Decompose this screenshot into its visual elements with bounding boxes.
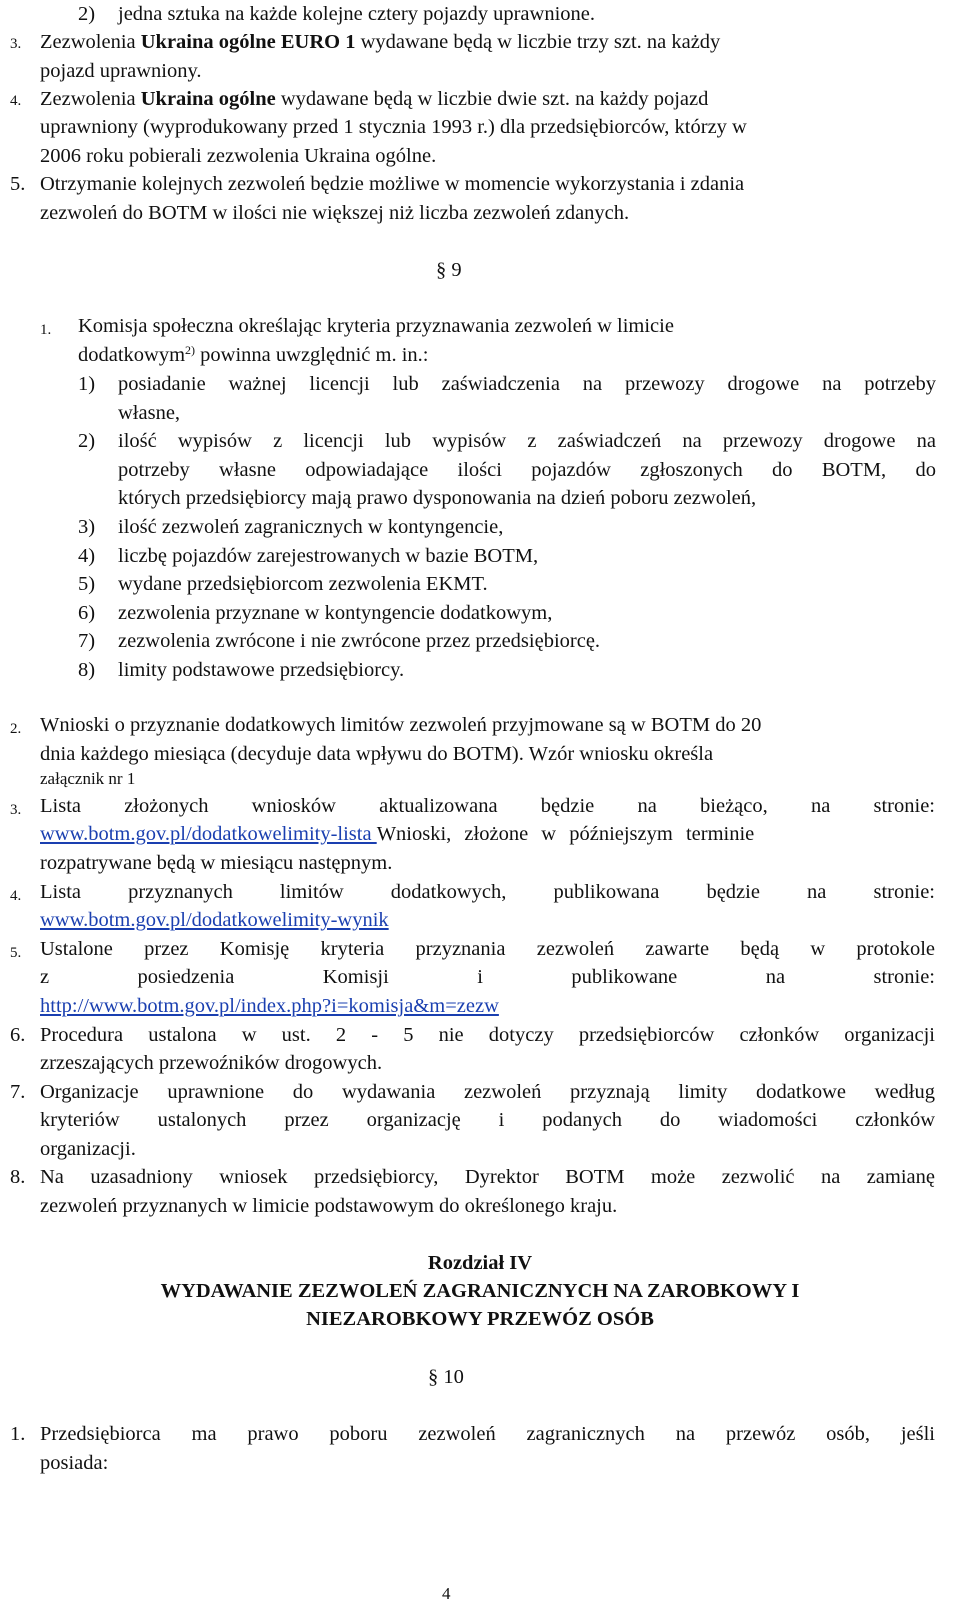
paragraph-line: zezwoleń do BOTM w ilości nie większej niż liczba zezwoleń zdanych. [40, 202, 630, 224]
list-number: 3) [78, 516, 96, 538]
list-item-text: jedna sztuka na każde kolejne cztery pojazdy uprawnione. [118, 3, 595, 25]
paragraph-line: Zezwolenia Ukraina ogólne EURO 1 wydawane będą w liczbie trzy szt. na każdy [40, 31, 721, 53]
paragraph-line: z posiedzenia Komisji i publikowane na stronie: [40, 966, 935, 988]
paragraph-line: Ustalone przez Komisję kryteria przyznania zezwoleń zawarte będą w protokole [40, 938, 935, 960]
chapter-title: Rozdział IV [427, 1252, 533, 1274]
bold-term: Ukraina ogólne EURO 1 [140, 31, 356, 53]
paragraph-number: 1. [10, 1423, 26, 1445]
paragraph-line: organizacji. [40, 1138, 136, 1160]
list-number: 8) [78, 659, 96, 681]
paragraph-line: dodatkowym$^{2)}$ powinna uwzględnić m. in.: [78, 343, 429, 366]
paragraph-line: załącznik nr 1 [40, 769, 136, 788]
link-wynik[interactable]: www.botm.gov.pl/dodatkowelimity-wynik [40, 909, 389, 931]
section-heading: § 9 [436, 259, 462, 281]
paragraph-line: Lista przyznanych limitów dodatkowych, publikowana będzie na stronie: [40, 881, 935, 903]
list-item-text: limity podstawowe przedsiębiorcy. [118, 659, 405, 681]
paragraph-line: uprawniony (wyprodukowany przed 1 stycznia 1993 r.) dla przedsiębiorców, którzy w [40, 116, 747, 138]
list-item-text: ilość zezwoleń zagranicznych w kontyngencie, [118, 516, 504, 538]
paragraph-number: 5. [10, 173, 26, 195]
paragraph-number: 3. [10, 802, 22, 818]
paragraph-line: posiada: [40, 1452, 109, 1474]
paragraph-number: 4. [10, 93, 22, 109]
page-number: 4 [442, 1584, 451, 1603]
chapter-subtitle: WYDAWANIE ZEZWOLEŃ ZAGRANICZNYCH NA ZAROBKOWY I [160, 1280, 800, 1302]
paragraph-line: Organizacje uprawnione do wydawania zezwoleń przyznają limity dodatkowe według [40, 1081, 935, 1103]
paragraph-number: 2. [10, 721, 22, 737]
footnote-marker: 2) [185, 343, 196, 357]
list-item-text: wydane przedsiębiorcom zezwolenia EKMT. [118, 573, 488, 596]
paragraph-line: Zezwolenia Ukraina ogólne wydawane będą w liczbie dwie szt. na każdy pojazd [40, 88, 709, 110]
list-number: 5) [78, 573, 96, 596]
paragraph-number: 1. [40, 322, 52, 338]
link-komisja[interactable]: http://www.botm.gov.pl/index.php?i=komisja&m=zezw [40, 995, 499, 1017]
paragraph-number: 7. [10, 1081, 26, 1103]
list-number: 2) [78, 430, 96, 453]
paragraph-line: Na uzasadniony wniosek przedsiębiorcy, Dyrektor BOTM może zezwolić na zamianę [40, 1166, 935, 1188]
list-number: 4) [78, 544, 96, 567]
list-item-text: potrzeby własne odpowiadające ilości pojazdów zgłoszonych do BOTM, do [118, 458, 936, 481]
section-heading: § 10 [428, 1366, 464, 1388]
paragraph-line: rozpatrywane będą w miesiącu następnym. [40, 852, 393, 874]
paragraph-line: 2006 roku pobierali zezwolenia Ukraina ogólne. [40, 145, 437, 167]
list-item-text: których przedsiębiorcy mają prawo dysponowania na dzień poboru zezwoleń, [118, 487, 757, 510]
list-item-text: zezwolenia przyznane w kontyngencie dodatkowym, [118, 601, 553, 624]
paragraph-line: www.botm.gov.pl/dodatkowelimity-lista Wnioski, złożone w późniejszym terminie [40, 823, 755, 845]
list-item-text: posiadanie ważnej licencji lub zaświadczenia na przewozy drogowe na potrzeby [118, 373, 936, 395]
paragraph-number: 5. [10, 945, 22, 961]
list-item-text: ilość wypisów z licencji lub wypisów z zaświadczeń na przewozy drogowe na [118, 430, 936, 453]
paragraph-line: zrzeszających przewoźników drogowych. [40, 1052, 383, 1074]
paragraph-line: kryteriów ustalonych przez organizację i podanych do wiadomości członków [40, 1109, 935, 1131]
link-lista[interactable]: www.botm.gov.pl/dodatkowelimity-lista [40, 823, 377, 845]
chapter-subtitle: NIEZAROBKOWY PRZEWÓZ OSÓB [306, 1308, 654, 1330]
paragraph-line: Procedura ustalona w ust. 2 - 5 nie dotyczy przedsiębiorców członków organizacji [40, 1024, 935, 1046]
paragraph-line: dnia każdego miesiąca (decyduje data wpływu do BOTM). Wzór wniosku określa [40, 743, 714, 765]
paragraph-line: Przedsiębiorca ma prawo poboru zezwoleń zagranicznych na przewóz osób, jeśli [40, 1423, 935, 1445]
paragraph-line: Otrzymanie kolejnych zezwoleń będzie możliwe w momencie wykorzystania i zdania [40, 173, 745, 195]
paragraph-line: zezwoleń przyznanych w limicie podstawowym do określonego kraju. [40, 1195, 618, 1217]
bold-term: Ukraina ogólne [140, 88, 276, 110]
paragraph-line: Lista złożonych wniosków aktualizowana będzie na bieżąco, na stronie: [40, 795, 935, 817]
list-number: 7) [78, 630, 96, 653]
paragraph-number: 6. [10, 1024, 26, 1046]
paragraph-number: 4. [10, 888, 22, 904]
list-item-text: liczbę pojazdów zarejestrowanych w bazie BOTM, [118, 544, 539, 567]
paragraph-line: Wnioski o przyznanie dodatkowych limitów zezwoleń przyjmowane są w BOTM do 20 [40, 714, 762, 736]
paragraph-number: 3. [10, 36, 22, 52]
list-number: 2) [78, 3, 96, 25]
list-number: 1) [78, 373, 96, 395]
list-item-text: zezwolenia zwrócone i nie zwrócone przez przedsiębiorcę. [118, 630, 601, 653]
paragraph-line: pojazd uprawniony. [40, 60, 202, 82]
paragraph-number: 8. [10, 1166, 26, 1188]
paragraph-line: Komisja społeczna określając kryteria przyznawania zezwoleń w limicie [78, 315, 674, 337]
list-number: 6) [78, 601, 96, 624]
list-item-text: własne, [118, 401, 181, 424]
